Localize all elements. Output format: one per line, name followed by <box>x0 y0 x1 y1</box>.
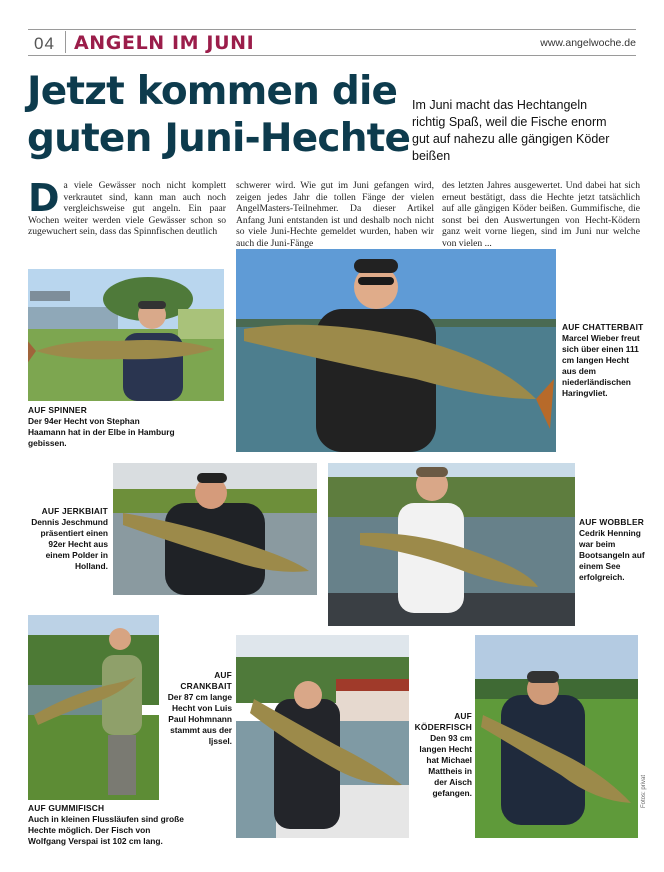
photo-wobbler <box>328 463 575 626</box>
headline <box>27 68 411 162</box>
website-link[interactable]: www.angelwoche.de <box>540 37 636 49</box>
section-title: ANGELN IM JUNI <box>74 32 255 54</box>
caption-gummifisch <box>28 803 190 847</box>
caption-text: Auch in kleinen Flussläufen sind große Hechte möglich. Der Fisch von Wolfgang Verspai ist 102 cm lang. <box>28 814 184 846</box>
headline-line-1: Jetzt kommen die <box>27 69 398 114</box>
drop-cap: D <box>28 176 60 220</box>
caption-label: AUF JERKBIAIT <box>41 506 108 516</box>
body-column-3 <box>442 180 640 250</box>
photo-crankbait <box>236 635 409 838</box>
caption-spinner <box>28 405 178 449</box>
header-bottom-rule <box>28 55 636 56</box>
header-top-rule <box>28 29 636 30</box>
caption-label: AUF CRANKBAIT <box>180 670 232 691</box>
caption-label: AUF SPINNER <box>28 405 87 415</box>
caption-text: Cedrik Henning war beim Bootsangeln auf einem See erfolgreich. <box>579 528 645 582</box>
caption-text: Der 87 cm lange Hecht von Luis Paul Hohmnann stammt aus der Ijssel. <box>167 692 232 746</box>
caption-jerkbait <box>28 506 108 572</box>
photo-spinner <box>28 269 224 401</box>
body-column-1 <box>28 176 226 238</box>
caption-koederfisch <box>414 711 472 799</box>
caption-text: Marcel Wieber freut sich über einen 111 cm langen Hecht aus dem niederländischen Haringvliet. <box>562 333 640 398</box>
caption-label: AUF WOBBLER <box>579 517 645 527</box>
photo-chatterbait <box>236 249 556 452</box>
caption-text: Dennis Jeschmund präsentiert einen 92er Hecht aus einem Polder in Holland. <box>31 517 108 571</box>
caption-crankbait <box>166 670 232 747</box>
headline-line-2: guten Juni-Hechte <box>27 116 411 161</box>
body-column-2 <box>236 180 434 250</box>
caption-label: AUF GUMMIFISCH <box>28 803 105 813</box>
caption-text: Den 93 cm langen Hecht hat Michael Mattheis in der Aisch gefangen. <box>419 733 472 798</box>
body-text-2: schwerer wird. Wie gut im Juni gefangen wird, zeigen jedes Jahr die tollen Fänge der vielen AngelMasters-Teilnehmer. Da dieser Artikel Anfang Juni entstanden ist und deshalb noch nicht so viele Juni-Hechte gemeldet wurden, haben wir auch die Juni-Fänge <box>236 180 434 249</box>
caption-wobbler <box>579 517 645 583</box>
photo-credit: Fotos: privat <box>641 774 647 808</box>
photo-gummifisch <box>28 615 159 800</box>
body-text-3: des letzten Jahres ausgewertet. Und dabei hat sich erneut bestätigt, dass die Hechte jetzt tatsächlich auf alle gängigen Köder beißen. Gummifische, die sonst bei den Auswertungen von Hecht-Ködern ganz weit vorne liegen, sind im Juni nur welche von vielen ... <box>442 180 640 249</box>
caption-label: AUF KÖDERFISCH <box>414 711 472 732</box>
standfirst: Im Juni macht das Hechtangeln richtig Spaß, weil die Fische enorm gut auf nahezu alle gängigen Köder beißen <box>412 98 610 163</box>
caption-label: AUF CHATTERBAIT <box>562 322 644 332</box>
caption-text: Der 94er Hecht von Stephan Haamann hat in der Elbe in Hamburg gebissen. <box>28 416 175 448</box>
photo-koederfisch <box>475 635 638 838</box>
photo-jerkbait <box>113 463 317 595</box>
page-number: 04 <box>34 34 55 53</box>
body-text-1: a viele Gewässer noch nicht komplett verkrautet sind, kann man auch noch vergleichsweise gut angeln. Ein paar Wochen weiter werden viele Gewässer schon so zugewuchert sein, dass das Spinnfischen deutlich <box>28 180 226 238</box>
header-divider <box>65 31 66 53</box>
caption-chatterbait <box>562 322 644 399</box>
